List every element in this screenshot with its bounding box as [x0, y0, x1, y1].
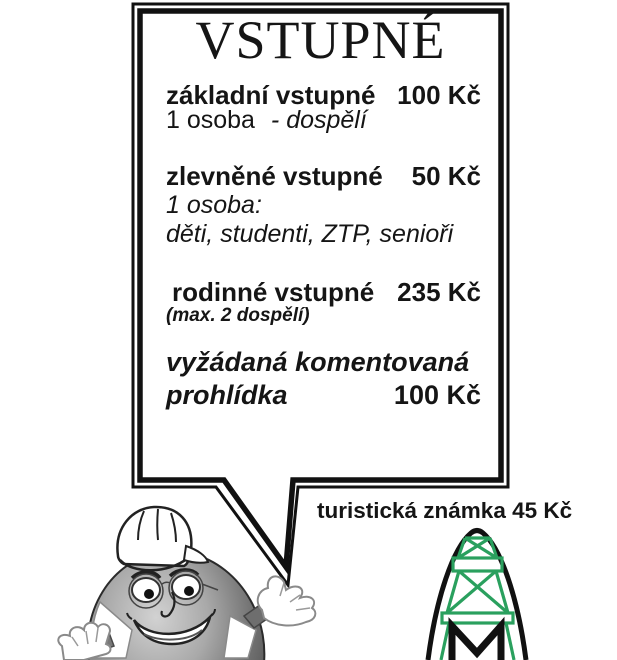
mascot-right-glove [258, 576, 316, 625]
sign-title: VSTUPNÉ [195, 10, 446, 70]
basic-admission-label: základní vstupné [166, 80, 376, 110]
reduced-admission-note2: děti, studenti, ZTP, senioři [166, 220, 454, 248]
reduced-admission-label: zlevněné vstupné [166, 161, 383, 191]
reduced-admission-note1: 1 osoba: [166, 191, 262, 219]
family-admission-price: 235 Kč [397, 277, 481, 307]
family-admission-note: (max. 2 dospělí) [166, 305, 310, 326]
family-admission-label: rodinné vstupné [172, 277, 375, 307]
reduced-admission-price: 50 Kč [411, 161, 481, 191]
basic-note-plain: 1 osoba [166, 106, 255, 134]
logo-monogram-m [452, 626, 501, 660]
oil-drop-miner-mascot-icon [48, 498, 320, 660]
mascot-hard-hat [117, 507, 191, 566]
guided-tour-price: 100 Kč [393, 380, 481, 410]
basic-admission-note [166, 107, 367, 135]
guided-tour-label-line2: prohlídka [166, 380, 288, 410]
oil-derrick-museum-logo-icon [413, 520, 541, 660]
mascot-left-glove [58, 623, 110, 660]
guided-tour-label-line1: vyžádaná komentovaná [166, 347, 470, 377]
tourist-stamp-price: turistická známka 45 Kč [317, 498, 573, 523]
basic-admission-price: 100 Kč [397, 80, 481, 110]
basic-note-italic: - dospělí [270, 106, 367, 134]
